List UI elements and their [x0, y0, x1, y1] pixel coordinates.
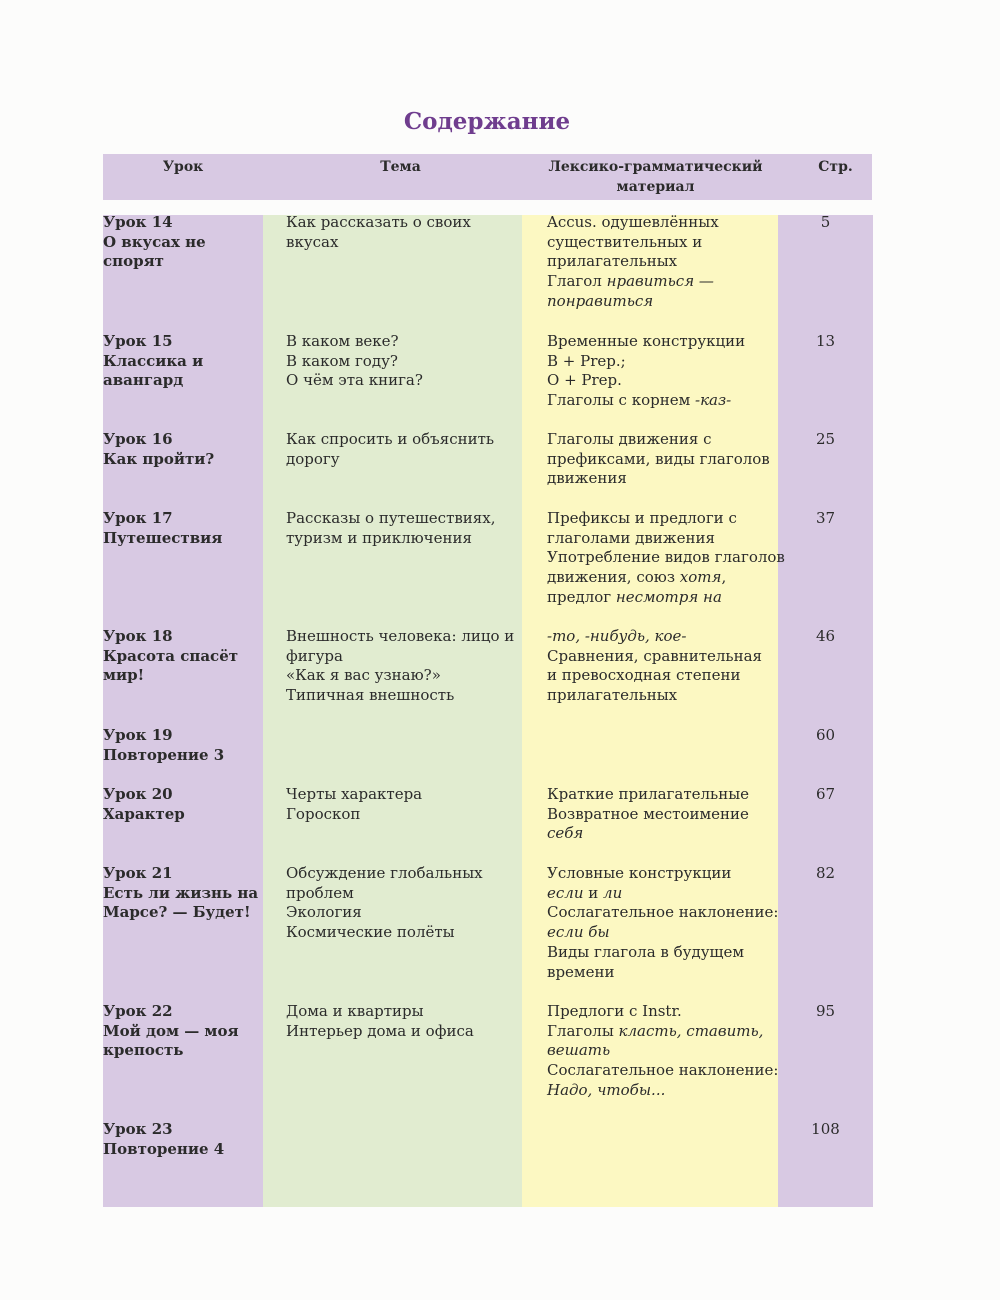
- topic-line: Типичная внешность: [286, 686, 455, 705]
- grammar-cell: [547, 785, 787, 844]
- topic-line: «Как я вас узнаю?»: [286, 666, 441, 685]
- topic-line: В каком году?: [286, 351, 398, 370]
- topic-line: Космические полёты: [286, 923, 455, 942]
- topic-line: Как рассказать о своих: [286, 213, 471, 231]
- page-number: 67: [815, 785, 836, 803]
- header-page: Стр.: [818, 159, 853, 175]
- lesson-title-line: Повторение 3: [103, 745, 225, 764]
- lesson-cell: [103, 509, 263, 548]
- grammar-line: [547, 943, 787, 963]
- lesson-title-line: авангард: [103, 371, 184, 390]
- grammar-line: [547, 588, 787, 608]
- header-grammar-line1: Лексико-грамматический: [548, 159, 763, 175]
- lesson-cell: [103, 332, 263, 391]
- topic-cell: [286, 864, 516, 943]
- grammar-text: и превосходная степени: [547, 666, 741, 685]
- page-column-background: [778, 215, 873, 1207]
- header-lesson: Урок: [162, 159, 204, 175]
- grammar-text: Возвратное местоимение: [547, 804, 749, 823]
- topic-cell: [286, 509, 516, 548]
- grammar-line: [547, 509, 787, 529]
- grammar-cell: [547, 1002, 787, 1101]
- grammar-line: [547, 233, 787, 253]
- grammar-line: [547, 923, 787, 943]
- grammar-italic-text: если бы: [547, 923, 610, 942]
- grammar-line: [547, 627, 787, 647]
- lesson-title-line: Урок 18: [103, 627, 173, 645]
- grammar-line: [547, 292, 787, 312]
- lesson-title-line: Урок 14: [103, 213, 173, 231]
- grammar-italic-text: несмотря на: [615, 587, 722, 606]
- grammar-text: Сравнения, сравнительная: [547, 646, 762, 665]
- grammar-italic-text: если: [547, 883, 584, 902]
- topic-line: фигура: [286, 646, 343, 665]
- grammar-line: [547, 371, 787, 391]
- lesson-title-line: Есть ли жизнь на: [103, 883, 259, 902]
- lesson-title-line: Урок 15: [103, 332, 173, 350]
- lesson-title-line: Повторение 4: [103, 1139, 225, 1158]
- lesson-title-line: Марсе? — Будет!: [103, 903, 251, 922]
- grammar-line: [547, 469, 787, 489]
- grammar-line: [547, 252, 787, 272]
- lesson-cell: [103, 785, 263, 824]
- grammar-line: [547, 272, 787, 292]
- grammar-text: Краткие прилагательные: [547, 785, 750, 803]
- page-number: 108: [811, 1120, 840, 1138]
- grammar-line: [547, 1061, 787, 1081]
- topic-cell: [286, 1002, 516, 1041]
- grammar-line: [547, 548, 787, 568]
- grammar-text: движения: [547, 469, 627, 488]
- grammar-text: глаголами движения: [547, 528, 715, 547]
- grammar-text: Accus. одушевлённых: [547, 213, 719, 231]
- lesson-title-line: крепость: [103, 1041, 184, 1060]
- lesson-cell: [103, 726, 263, 765]
- grammar-text: Глаголы движения с: [547, 430, 712, 448]
- grammar-line: [547, 963, 787, 983]
- topic-line: Интерьер дома и офиса: [286, 1021, 474, 1040]
- grammar-cell: [547, 627, 787, 706]
- topic-cell: [286, 430, 516, 469]
- lesson-title-line: Характер: [103, 804, 185, 823]
- topic-line: Дома и квартиры: [286, 1002, 424, 1020]
- grammar-line: [547, 864, 787, 884]
- grammar-line: [547, 1022, 787, 1042]
- topic-line: О чём эта книга?: [286, 371, 423, 390]
- grammar-line: [547, 332, 787, 352]
- grammar-text: Употребление видов глаголов: [547, 548, 785, 567]
- grammar-line: [547, 805, 787, 825]
- topic-cell: [286, 627, 516, 706]
- grammar-text: Предлоги с Instr.: [547, 1002, 682, 1020]
- grammar-line: [547, 666, 787, 686]
- grammar-line: [547, 785, 787, 805]
- topic-cell: [286, 785, 516, 824]
- grammar-text: Глагол: [547, 272, 607, 291]
- topic-line: Внешность человека: лицо и: [286, 627, 515, 645]
- lesson-title-line: О вкусах не спорят: [103, 232, 206, 271]
- grammar-italic-text: нравиться —: [606, 272, 714, 291]
- page-number: 60: [815, 726, 836, 744]
- topic-line: Экология: [286, 903, 362, 922]
- grammar-text: прилагательных: [547, 686, 678, 705]
- grammar-line: [547, 450, 787, 470]
- grammar-italic-text: вешать: [547, 1041, 611, 1060]
- lesson-title-line: Урок 17: [103, 509, 173, 527]
- grammar-text: ,: [721, 568, 727, 587]
- topic-cell: [286, 332, 516, 391]
- grammar-line: [547, 903, 787, 923]
- table-header: [103, 154, 872, 200]
- lesson-title-line: Урок 23: [103, 1120, 173, 1138]
- grammar-text: Временные конструкции: [547, 332, 746, 350]
- page-number: 46: [815, 627, 836, 645]
- page-number: 13: [815, 332, 836, 350]
- page-number: 37: [815, 509, 836, 527]
- grammar-line: [547, 824, 787, 844]
- lesson-cell: [103, 627, 263, 686]
- topic-line: Рассказы о путешествиях,: [286, 509, 496, 527]
- grammar-italic-text: хотя: [679, 568, 722, 587]
- grammar-line: [547, 884, 787, 904]
- lesson-title-line: Урок 21: [103, 864, 173, 882]
- header-grammar: [533, 157, 778, 197]
- lesson-cell: [103, 864, 263, 923]
- header-topic: Тема: [380, 159, 421, 175]
- topic-line: туризм и приключения: [286, 528, 472, 547]
- grammar-text: и: [583, 883, 604, 902]
- lesson-title-line: Урок 16: [103, 430, 173, 448]
- grammar-line: [547, 430, 787, 450]
- lesson-title-line: Путешествия: [103, 528, 223, 547]
- page-number: 25: [815, 430, 836, 448]
- grammar-line: [547, 1081, 787, 1101]
- grammar-text: существительных и: [547, 232, 703, 251]
- grammar-cell: [547, 332, 787, 411]
- page-number: 82: [815, 864, 836, 882]
- grammar-text: движения, союз: [547, 568, 680, 587]
- lesson-title-line: мир!: [103, 666, 145, 685]
- grammar-line: [547, 213, 787, 233]
- grammar-cell: [547, 864, 787, 982]
- topic-line: Обсуждение глобальных: [286, 864, 483, 882]
- grammar-text: Виды глагола в будущем: [547, 942, 745, 961]
- lesson-title-line: Урок 19: [103, 726, 173, 744]
- grammar-text: Глаголы с корнем: [547, 391, 696, 410]
- topic-line: Черты характера: [286, 785, 423, 803]
- grammar-text: Сослагательное наклонение:: [547, 1061, 779, 1080]
- topic-line: Как спросить и объяснить: [286, 430, 495, 448]
- topic-line: вкусах: [286, 232, 339, 251]
- lesson-cell: [103, 1120, 263, 1159]
- lesson-title-line: Урок 22: [103, 1002, 173, 1020]
- lesson-title-line: Классика и: [103, 351, 204, 370]
- grammar-text: Глаголы: [547, 1021, 619, 1040]
- grammar-italic-text: Надо, чтобы...: [547, 1080, 666, 1099]
- grammar-text: предлог: [547, 587, 616, 606]
- lesson-title-line: Красота спасёт: [103, 646, 239, 665]
- grammar-text: времени: [547, 962, 615, 981]
- grammar-italic-text: -каз-: [695, 391, 732, 410]
- grammar-text: О + Prep.: [547, 371, 622, 390]
- lesson-title-line: Как пройти?: [103, 449, 215, 468]
- grammar-italic-text: -то, -нибудь, кое-: [547, 627, 687, 645]
- grammar-text: префиксами, виды глаголов: [547, 449, 770, 468]
- grammar-italic-text: себя: [547, 824, 584, 843]
- grammar-text: Префиксы и предлоги с: [547, 509, 737, 527]
- page-number: 5: [820, 213, 831, 231]
- page-title: Содержание: [403, 108, 571, 135]
- grammar-line: [547, 647, 787, 667]
- grammar-line: [547, 352, 787, 372]
- grammar-italic-text: класть, ставить,: [618, 1021, 764, 1040]
- grammar-line: [547, 1041, 787, 1061]
- grammar-line: [547, 529, 787, 549]
- topic-line: проблем: [286, 883, 354, 902]
- page-number: 95: [815, 1002, 836, 1020]
- grammar-italic-text: понравиться: [547, 291, 654, 310]
- grammar-cell: [547, 430, 787, 489]
- grammar-line: [547, 686, 787, 706]
- lesson-cell: [103, 430, 263, 469]
- topic-line: В каком веке?: [286, 332, 399, 350]
- grammar-text: Сослагательное наклонение:: [547, 903, 779, 922]
- grammar-italic-text: ли: [603, 883, 623, 902]
- lesson-cell: [103, 1002, 263, 1061]
- topic-line: Гороскоп: [286, 804, 361, 823]
- header-grammar-line2: материал: [616, 179, 695, 195]
- grammar-line: [547, 568, 787, 588]
- lesson-cell: [103, 213, 263, 272]
- grammar-text: прилагательных: [547, 252, 678, 271]
- grammar-text: В + Prep.;: [547, 351, 626, 370]
- grammar-line: [547, 1002, 787, 1022]
- grammar-text: Условные конструкции: [547, 864, 732, 882]
- lesson-title-line: Урок 20: [103, 785, 173, 803]
- grammar-cell: [547, 509, 787, 608]
- topic-line: дорогу: [286, 449, 340, 468]
- lesson-title-line: Мой дом — моя: [103, 1021, 239, 1040]
- topic-cell: [286, 213, 516, 252]
- grammar-cell: [547, 213, 787, 312]
- grammar-line: [547, 391, 787, 411]
